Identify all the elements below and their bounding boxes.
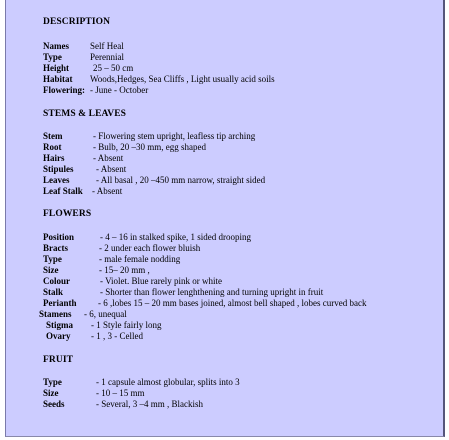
row-value: - Absent [93, 153, 124, 163]
row-label: Hairs [43, 153, 65, 163]
section-heading-description: DESCRIPTION [43, 17, 111, 27]
row-value: - Shorter than flower lenghthening and turning upright in fruit [100, 287, 324, 297]
row-label: Stigma [46, 320, 73, 330]
row-value: - 6, unequal [84, 309, 127, 319]
row-label: Bracts [43, 243, 68, 253]
row-label: Flowering: [43, 85, 85, 95]
row-value: - 2 under each flower bluish [99, 243, 201, 253]
section-heading-fruit: FRUIT [43, 355, 74, 365]
row-value: - 1 Style fairly long [91, 320, 162, 330]
section-heading-flowers: FLOWERS [43, 209, 92, 219]
row-label: Root [43, 142, 62, 152]
row-value: - 15– 20 mm , [99, 265, 150, 275]
row-value: - male female nodding [99, 254, 181, 264]
row-value: - Bulb, 20 –30 mm, egg shaped [93, 142, 206, 152]
description-panel [5, 0, 445, 437]
row-label: Habitat [43, 74, 73, 84]
row-value: - Absent [92, 186, 123, 196]
row-value: - 6 ,lobes 15 – 20 mm bases joined, almost bell shaped , lobes curved back [98, 298, 367, 308]
row-label: Stalk [43, 287, 64, 297]
row-value: - 1 , 3 - Celled [91, 331, 143, 341]
row-value: - Flowering stem upright, leafless tip arching [93, 131, 256, 141]
row-label: Leaves [43, 175, 70, 185]
row-label: Leaf Stalk [43, 186, 83, 196]
row-label: Names [43, 41, 69, 51]
section-heading-stems-leaves: STEMS & LEAVES [43, 109, 127, 119]
row-value: - Absent [96, 164, 127, 174]
row-value: Self Heal [90, 41, 124, 51]
row-label: Ovary [46, 331, 71, 341]
row-value: Woods,Hedges, Sea Cliffs , Light usually acid soils [90, 74, 275, 84]
row-label: Height [43, 63, 69, 73]
row-label: Colour [43, 276, 70, 286]
row-label: Position [43, 232, 75, 242]
row-label: Perianth [43, 298, 77, 308]
row-label: Stipules [43, 164, 74, 174]
row-value: - 1 capsule almost globular, splits into 3 [96, 377, 240, 387]
row-value: - Violet. Blue rarely pink or white [100, 276, 223, 286]
row-label: Type [43, 52, 62, 62]
row-value: - 10 – 15 mm [96, 388, 145, 398]
row-value: - 4 – 16 in stalked spike, 1 sided drooping [100, 232, 251, 242]
row-value: 25 – 50 cm [93, 63, 134, 73]
row-value: - All basal , 20 –450 mm narrow, straight sided [96, 175, 266, 185]
row-label: Stamens [39, 309, 72, 319]
row-value: - June - October [90, 85, 149, 95]
row-label: Type [43, 254, 62, 264]
row-value: Perennial [90, 52, 124, 62]
row-label: Size [43, 265, 59, 275]
row-label: Type [43, 377, 62, 387]
row-label: Seeds [43, 399, 65, 409]
row-label: Size [43, 388, 59, 398]
row-value: - Several, 3 –4 mm , Blackish [96, 399, 203, 409]
row-label: Stem [43, 131, 63, 141]
